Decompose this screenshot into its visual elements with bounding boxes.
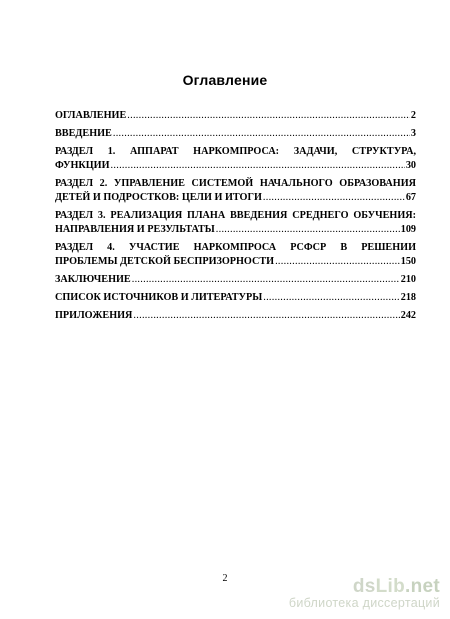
toc-entry-title: ЗАКЛЮЧЕНИЕ xyxy=(55,274,131,285)
toc-entry-contents xyxy=(55,109,416,123)
watermark-subtitle: библиотека диссертаций xyxy=(288,596,440,610)
watermark-logo-net: .net xyxy=(405,576,440,597)
dot-leader xyxy=(127,109,410,123)
dot-leader xyxy=(111,159,405,173)
watermark-logo-ds: ds xyxy=(352,576,376,597)
watermark-logo-text xyxy=(289,576,440,598)
table-of-contents xyxy=(55,109,416,327)
dot-leader xyxy=(133,309,399,323)
dot-leader xyxy=(132,273,400,287)
toc-entry-title: ПРИЛОЖЕНИЯ xyxy=(55,310,133,321)
toc-entry-page: 30 xyxy=(405,160,416,171)
dot-leader xyxy=(263,291,400,305)
toc-entry-title-line2: ПРОБЛЕМЫ ДЕТСКОЙ БЕСПРИЗОРНОСТИ xyxy=(55,256,275,267)
watermark-logo xyxy=(289,576,440,610)
toc-entry-page: 2 xyxy=(410,110,416,121)
toc-entry-title-line1: РАЗДЕЛ 2. УПРАВЛЕНИЕ СИСТЕМОЙ НАЧАЛЬНОГО ОБРАЗОВАНИЯ xyxy=(55,178,416,189)
toc-entry-introduction xyxy=(55,127,416,141)
dot-leader xyxy=(275,255,400,269)
toc-heading: Оглавление xyxy=(182,72,268,88)
toc-entry-page: 150 xyxy=(400,256,416,267)
toc-entry-page: 109 xyxy=(400,224,416,235)
page-number: 2 xyxy=(222,573,228,584)
toc-entry-references xyxy=(55,291,416,305)
toc-entry-section-1 xyxy=(55,145,416,173)
toc-entry-page: 3 xyxy=(410,128,416,139)
toc-entry-title-line2: НАПРАВЛЕНИЯ И РЕЗУЛЬТАТЫ xyxy=(55,224,215,235)
toc-entry-section-2 xyxy=(55,177,416,205)
dot-leader xyxy=(113,127,410,141)
toc-entry-page: 210 xyxy=(400,274,416,285)
toc-entry-title-line1: РАЗДЕЛ 1. АППАРАТ НАРКОМПРОСА: ЗАДАЧИ, СТРУКТУРА, xyxy=(55,146,416,157)
dot-leader xyxy=(263,191,405,205)
toc-entry-title: ВВЕДЕНИЕ xyxy=(55,128,112,139)
toc-entry-title: СПИСОК ИСТОЧНИКОВ И ЛИТЕРАТУРЫ xyxy=(55,292,263,303)
dot-leader xyxy=(216,223,400,237)
toc-entry-title-line2: ФУНКЦИИ xyxy=(55,160,110,171)
toc-entry-section-4 xyxy=(55,241,416,269)
toc-entry-title-line1: РАЗДЕЛ 3. РЕАЛИЗАЦИЯ ПЛАНА ВВЕДЕНИЯ СРЕДНЕГО ОБУЧЕНИЯ: xyxy=(55,210,416,221)
watermark-logo-lib: Lib xyxy=(375,576,406,597)
toc-entry-page: 242 xyxy=(400,310,416,321)
toc-entry-title: ОГЛАВЛЕНИЕ xyxy=(55,110,127,121)
toc-entry-appendices xyxy=(55,309,416,323)
toc-entry-page: 218 xyxy=(400,292,416,303)
toc-entry-page: 67 xyxy=(405,192,416,203)
toc-entry-section-3 xyxy=(55,209,416,237)
toc-entry-title-line2: ДЕТЕЙ И ПОДРОСТКОВ: ЦЕЛИ И ИТОГИ xyxy=(55,192,262,203)
toc-entry-title-line1: РАЗДЕЛ 4. УЧАСТИЕ НАРКОМПРОСА РСФСР В РЕШЕНИИ xyxy=(55,242,416,253)
toc-entry-conclusion xyxy=(55,273,416,287)
